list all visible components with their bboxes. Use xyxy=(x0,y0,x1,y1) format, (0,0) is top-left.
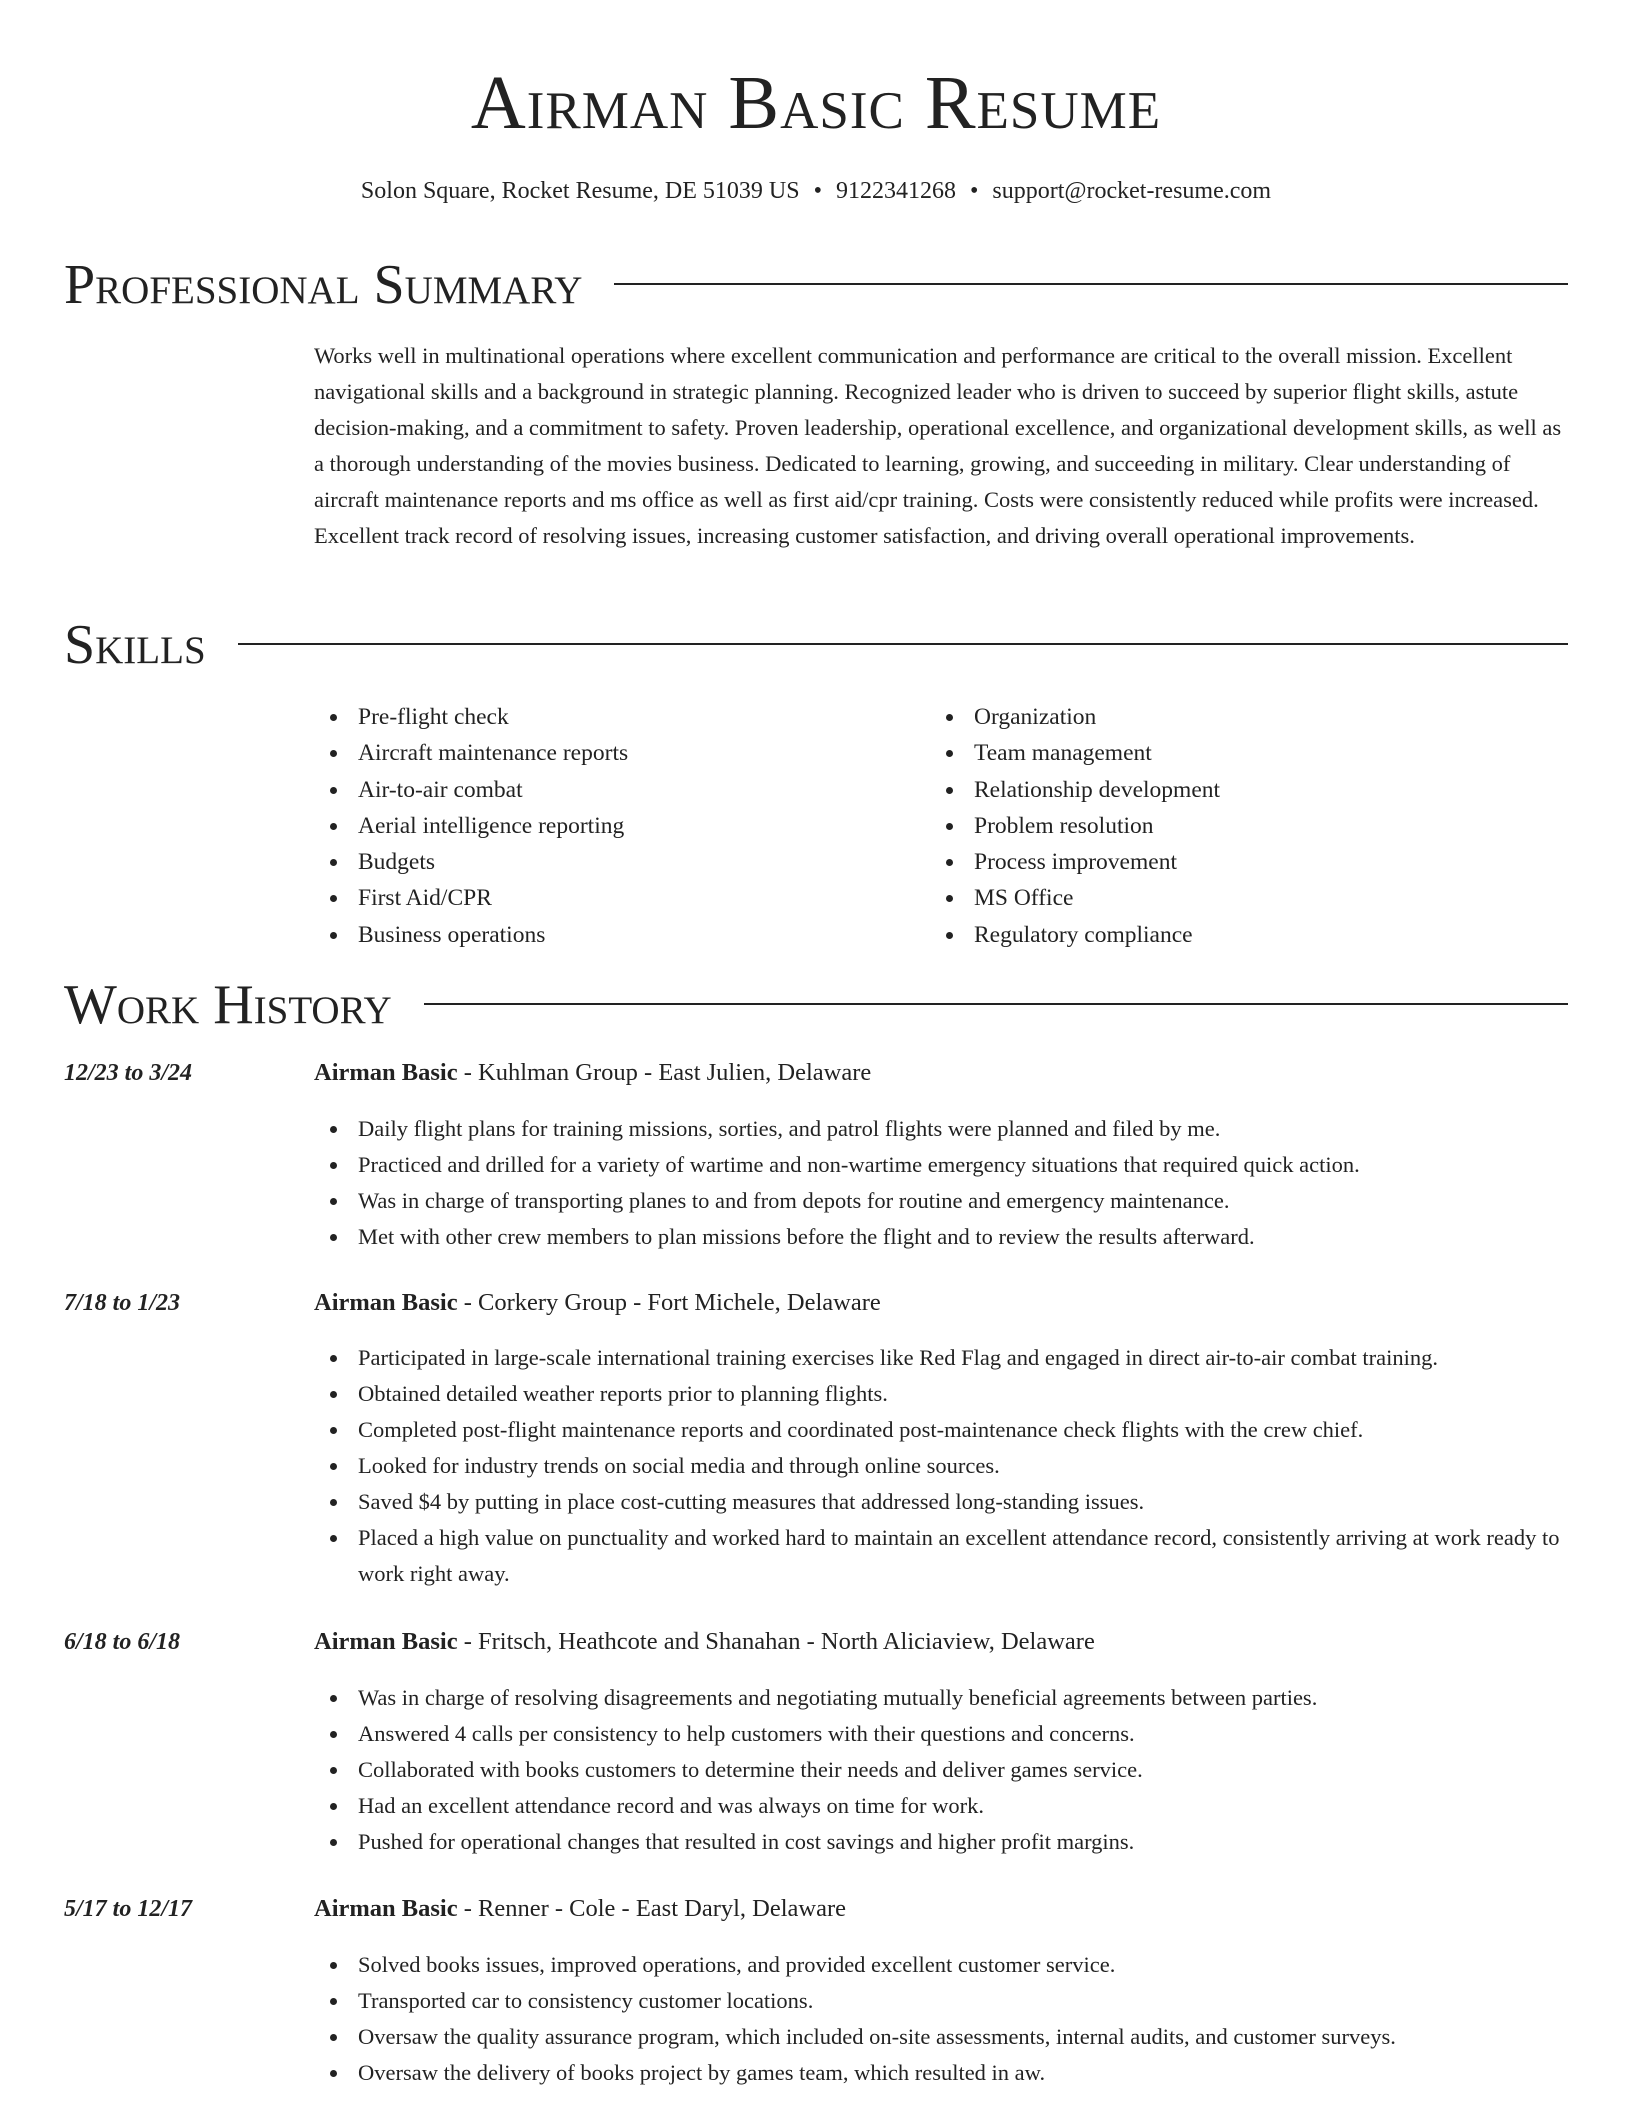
job-bullet-text: Met with other crew members to plan missions before the flight and to review the results afterward. xyxy=(358,1224,1255,1249)
job-bullet-list xyxy=(314,1947,1574,2091)
job-bullet-text: Had an excellent attendance record and was always on time for work. xyxy=(358,1793,984,1818)
job-title-line xyxy=(314,1058,871,1088)
skill-item xyxy=(930,772,1530,808)
skills-list-left xyxy=(314,699,874,953)
bullet-icon xyxy=(946,750,953,757)
skill-label: Aerial intelligence reporting xyxy=(358,812,625,839)
job-bullet-text: Completed post-flight maintenance reports and coordinated post-maintenance check flights with the crew chief. xyxy=(358,1417,1364,1442)
bullet-icon xyxy=(330,1839,337,1846)
job-bullet-text: Daily flight plans for training missions, sorties, and patrol flights were planned and filed by me. xyxy=(358,1116,1221,1141)
skill-label: Problem resolution xyxy=(974,812,1154,839)
skill-item xyxy=(930,844,1530,880)
job-bullet xyxy=(314,1147,1574,1183)
resume-name: Airman Basic Resume xyxy=(470,61,1162,145)
skills-list-right xyxy=(930,699,1530,953)
job-bullet-list xyxy=(314,1340,1574,1592)
job-bullet-text: Placed a high value on punctuality and worked hard to maintain an excellent attendance record, consistently arriving at work ready to work right away. xyxy=(358,1525,1560,1586)
skill-label: Regulatory compliance xyxy=(974,921,1193,948)
job-bullet-text: Pushed for operational changes that resulted in cost savings and higher profit margins. xyxy=(358,1829,1135,1854)
bullet-icon xyxy=(330,1731,337,1738)
job-title: Airman Basic xyxy=(314,1628,458,1655)
bullet-icon xyxy=(330,1427,337,1434)
summary-section-header xyxy=(64,255,1568,315)
bullet-icon xyxy=(330,1499,337,1506)
contact-address: Solon Square, Rocket Resume, DE 51039 US xyxy=(360,178,800,204)
bullet-icon xyxy=(330,1962,337,1969)
bullet-icon xyxy=(330,1126,337,1133)
bullet-icon xyxy=(330,1355,337,1362)
job-title-line xyxy=(314,1894,846,1924)
bullet-icon xyxy=(330,1463,337,1470)
bullet-icon xyxy=(330,750,337,757)
skills-heading: Skills xyxy=(64,614,206,676)
bullet-icon xyxy=(330,1998,337,2005)
job-bullet xyxy=(314,2055,1574,2091)
job-dates: 6/18 to 6/18 xyxy=(64,1629,181,1655)
job-title-line xyxy=(314,1288,881,1318)
skill-item xyxy=(314,772,874,808)
job-title: Airman Basic xyxy=(314,1895,458,1922)
bullet-icon xyxy=(330,1767,337,1774)
bullet-icon xyxy=(330,2034,337,2041)
skill-item xyxy=(930,699,1530,735)
skill-label: Team management xyxy=(974,740,1152,767)
job-bullet-text: Was in charge of resolving disagreements and negotiating mutually beneficial agreements between parties. xyxy=(358,1685,1318,1710)
bullet-icon xyxy=(330,932,337,939)
section-divider xyxy=(614,283,1568,285)
bullet-icon xyxy=(330,1162,337,1169)
job-bullet-list xyxy=(314,1680,1574,1860)
job-bullet-text: Solved books issues, improved operations, and provided excellent customer service. xyxy=(358,1952,1116,1977)
bullet-icon xyxy=(946,787,953,794)
job-details: - Fritsch, Heathcote and Shanahan - North Aliciaview, Delaware xyxy=(457,1628,1095,1655)
job-title-line xyxy=(314,1627,1095,1657)
summary-text: Works well in multinational operations where excellent communication and performance are critical to the overall mission. Excellent navigational skills and a background in strategic planning. Recognized leader who is driven to succeed by superior flight skills, astute decision-making, and a commitment to safety. Proven leadership, operational excellence, and organizational development skills, as well as a thorough understanding of the movies business. Dedicated to learning, growing, and succeeding in military. Clear understanding of aircraft maintenance reports and ms office as well as first aid/cpr training. Costs were consistently reduced while profits were increased. Excellent track record of resolving issues, increasing customer satisfaction, and driving overall operational improvements. xyxy=(314,343,1562,548)
job-bullet-text: Collaborated with books customers to determine their needs and deliver games service. xyxy=(358,1757,1143,1782)
bullet-icon xyxy=(330,859,337,866)
contact-email[interactable]: support@rocket-resume.com xyxy=(992,178,1272,204)
job-details: - Renner - Cole - East Daryl, Delaware xyxy=(457,1895,847,1922)
job-bullet-text: Oversaw the quality assurance program, which included on-site assessments, internal audits, and customer surveys. xyxy=(358,2024,1396,2049)
job-bullet-text: Practiced and drilled for a variety of wartime and non-wartime emergency situations that required quick action. xyxy=(358,1152,1360,1177)
skill-item xyxy=(314,917,874,953)
job-bullet-text: Obtained detailed weather reports prior to planning flights. xyxy=(358,1381,888,1406)
skill-label: Air-to-air combat xyxy=(358,776,523,803)
bullet-icon xyxy=(946,895,953,902)
contact-separator: • xyxy=(969,178,979,204)
bullet-icon xyxy=(946,859,953,866)
job-bullet xyxy=(314,1788,1574,1824)
job-bullet-text: Answered 4 calls per consistency to help customers with their questions and concerns. xyxy=(358,1721,1135,1746)
job-bullet-text: Participated in large-scale international training exercises like Red Flag and engaged in direct air-to-air combat training. xyxy=(358,1345,1438,1370)
job-bullet xyxy=(314,2019,1574,2055)
bullet-icon xyxy=(330,1535,337,1542)
skill-item xyxy=(930,735,1530,771)
bullet-icon xyxy=(330,1391,337,1398)
work-heading: Work History xyxy=(64,974,392,1036)
job-bullet-text: Transported car to consistency customer locations. xyxy=(358,1988,814,2013)
bullet-icon xyxy=(946,932,953,939)
skill-item xyxy=(314,880,874,916)
job-bullet xyxy=(314,1983,1574,2019)
work-section-header xyxy=(64,975,1568,1035)
job-dates: 5/17 to 12/17 xyxy=(64,1896,193,1922)
skill-label: MS Office xyxy=(974,885,1074,912)
job-details: - Corkery Group - Fort Michele, Delaware xyxy=(457,1289,881,1316)
job-title: Airman Basic xyxy=(314,1059,458,1086)
bullet-icon xyxy=(330,1198,337,1205)
job-bullet xyxy=(314,1111,1574,1147)
bullet-icon xyxy=(330,823,337,830)
bullet-icon xyxy=(330,1803,337,1810)
skill-label: Business operations xyxy=(358,921,546,948)
job-bullet-text: Oversaw the delivery of books project by games team, which resulted in aw. xyxy=(358,2060,1046,2085)
job-bullet xyxy=(314,1824,1574,1860)
job-dates: 7/18 to 1/23 xyxy=(64,1290,181,1316)
bullet-icon xyxy=(330,2070,337,2077)
bullet-icon xyxy=(330,1234,337,1241)
bullet-icon xyxy=(330,895,337,902)
job-bullet xyxy=(314,1716,1574,1752)
contact-phone: 9122341268 xyxy=(835,178,956,204)
contact-line xyxy=(0,176,1632,206)
skill-label: Budgets xyxy=(358,849,436,876)
skill-label: Aircraft maintenance reports xyxy=(358,740,629,767)
job-bullet xyxy=(314,1448,1574,1484)
skill-label: Relationship development xyxy=(974,776,1221,803)
job-bullet xyxy=(314,1947,1574,1983)
job-bullet xyxy=(314,1752,1574,1788)
bullet-icon xyxy=(330,1695,337,1702)
section-divider xyxy=(238,643,1568,645)
job-bullet xyxy=(314,1484,1574,1520)
job-dates: 12/23 to 3/24 xyxy=(64,1060,193,1086)
bullet-icon xyxy=(946,714,953,721)
skill-label: First Aid/CPR xyxy=(358,885,492,912)
contact-separator: • xyxy=(813,178,822,204)
skills-section-header xyxy=(64,615,1568,675)
skill-item xyxy=(314,735,874,771)
job-bullet xyxy=(314,1183,1574,1219)
skill-item xyxy=(930,917,1530,953)
job-bullet xyxy=(314,1520,1574,1592)
job-title: Airman Basic xyxy=(314,1289,458,1316)
job-bullet xyxy=(314,1680,1574,1716)
skill-item xyxy=(314,808,874,844)
skill-label: Process improvement xyxy=(974,849,1177,876)
job-bullet xyxy=(314,1376,1574,1412)
job-bullet-list xyxy=(314,1111,1574,1255)
skill-label: Pre-flight check xyxy=(358,704,509,730)
skill-label: Organization xyxy=(974,704,1097,730)
bullet-icon xyxy=(330,787,337,794)
summary-heading: Professional Summary xyxy=(64,254,583,316)
skill-item xyxy=(930,880,1530,916)
section-divider xyxy=(424,1003,1568,1005)
job-bullet xyxy=(314,1412,1574,1448)
job-bullet xyxy=(314,1219,1574,1255)
skill-item xyxy=(930,808,1530,844)
job-bullet-text: Saved $4 by putting in place cost-cutting measures that addressed long-standing issues. xyxy=(358,1489,1145,1514)
skill-item xyxy=(314,844,874,880)
bullet-icon xyxy=(946,823,953,830)
job-details: - Kuhlman Group - East Julien, Delaware xyxy=(457,1059,872,1086)
job-bullet-text: Was in charge of transporting planes to and from depots for routine and emergency maintenance. xyxy=(358,1188,1230,1213)
job-bullet-text: Looked for industry trends on social media and through online sources. xyxy=(358,1453,1000,1478)
skill-item xyxy=(314,699,874,735)
bullet-icon xyxy=(330,714,337,721)
job-bullet xyxy=(314,1340,1574,1376)
